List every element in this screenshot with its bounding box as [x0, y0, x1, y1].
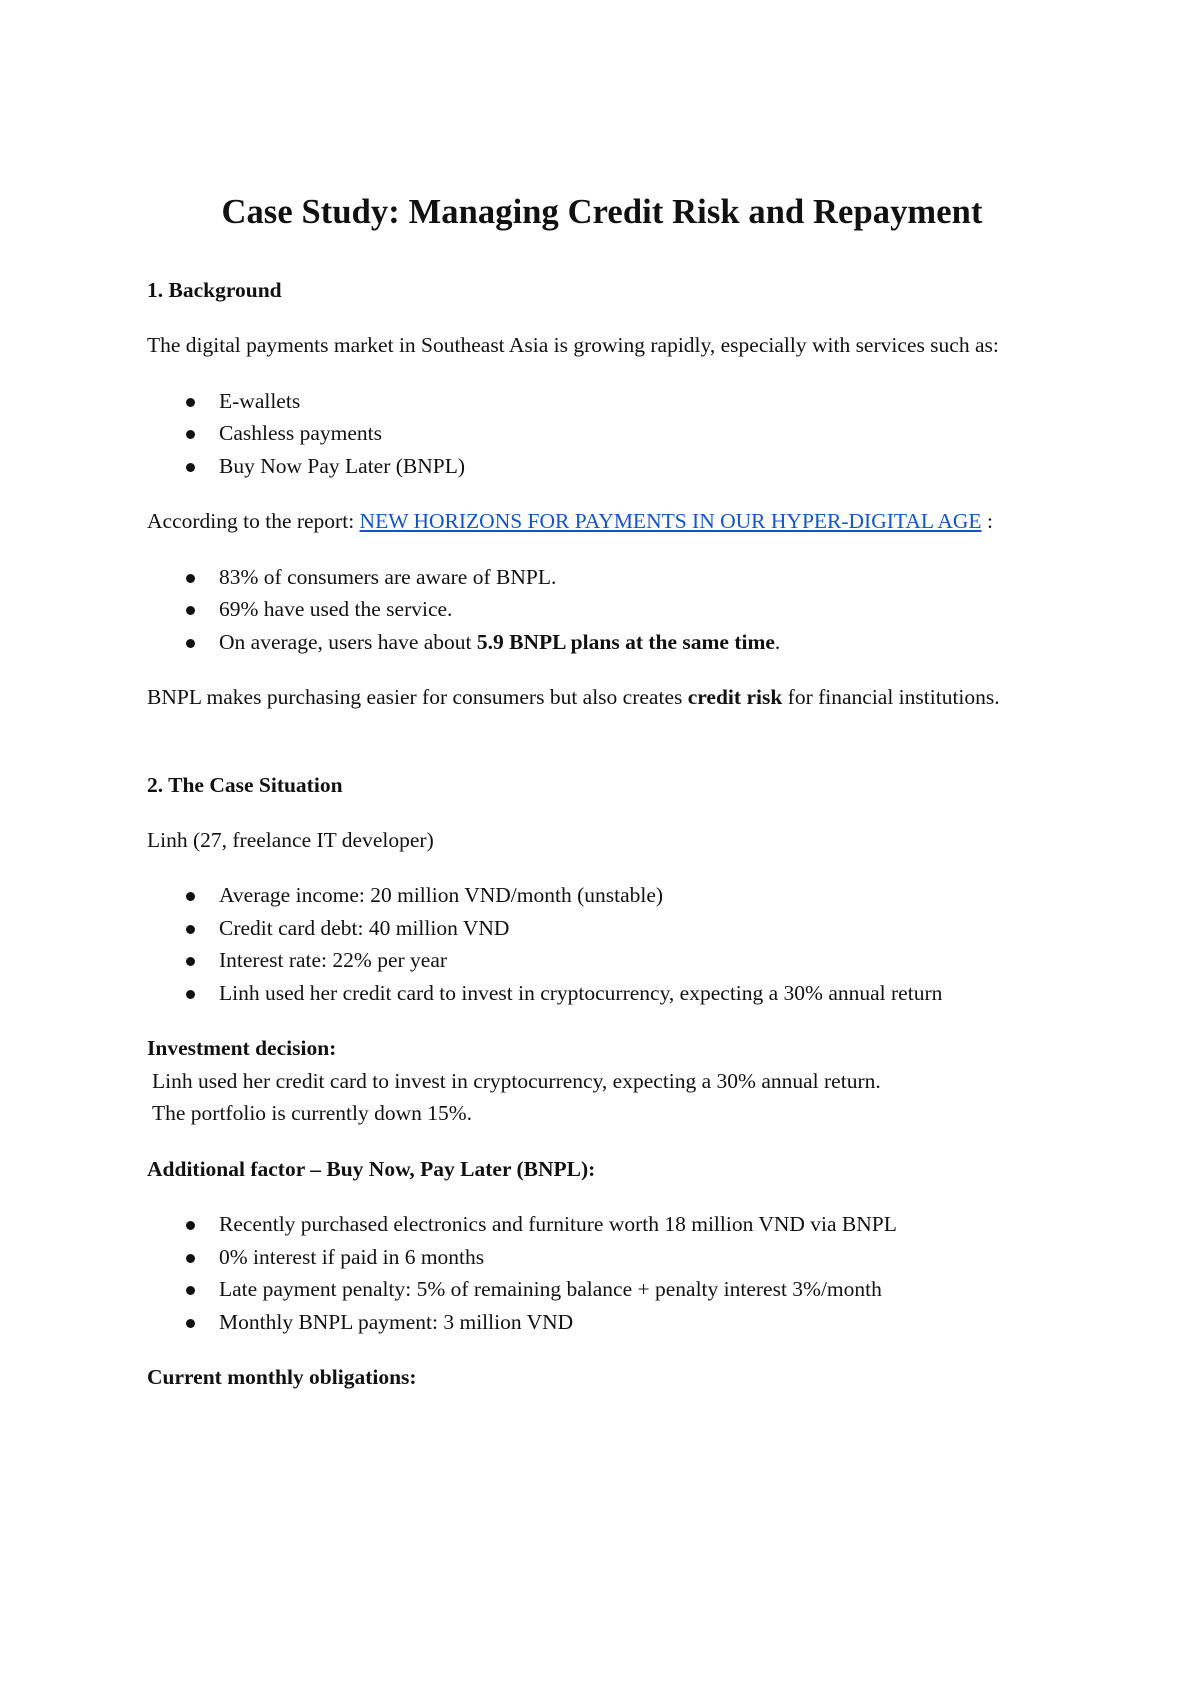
list-item: Recently purchased electronics and furniture worth 18 million VND via BNPL	[147, 1208, 1057, 1241]
list-item: Cashless payments	[147, 417, 1057, 450]
investment-line: The portfolio is currently down 15%.	[152, 1101, 473, 1125]
document-title: Case Study: Managing Credit Risk and Repayment	[221, 193, 983, 231]
stat-3-suffix: .	[774, 629, 781, 654]
list-item: Monthly BNPL payment: 3 million VND	[147, 1306, 1057, 1339]
list-item: E-wallets	[147, 385, 1057, 418]
facts-list	[147, 879, 1057, 1009]
section-heading-case-situation: 2. The Case Situation	[147, 772, 343, 797]
obligations-label: Current monthly obligations:	[147, 1365, 417, 1389]
list-item: 69% have used the service.	[147, 593, 1057, 626]
list-item	[147, 626, 1057, 659]
list-item: Linh used her credit card to invest in cryptocurrency, expecting a 30% annual return	[147, 977, 1057, 1010]
bnpl-label: Additional factor – Buy Now, Pay Later (BNPL):	[147, 1156, 596, 1181]
conclusion-bold: credit risk	[687, 685, 783, 709]
list-item: Credit card debt: 40 million VND	[147, 912, 1057, 945]
services-list	[147, 385, 1057, 483]
list-item: Average income: 20 million VND/month (unstable)	[147, 879, 1057, 912]
list-item: Buy Now Pay Later (BNPL)	[147, 450, 1057, 483]
background-conclusion	[147, 681, 1057, 714]
list-item: 0% interest if paid in 6 months	[147, 1241, 1057, 1274]
stats-list	[147, 561, 1057, 659]
section-heading-background: 1. Background	[147, 278, 282, 302]
stat-3-bold: 5.9 BNPL plans at the same time	[476, 629, 775, 654]
stat-3-prefix: On average, users have about	[219, 629, 477, 654]
investment-label: Investment decision:	[147, 1036, 337, 1060]
report-prefix: According to the report:	[147, 509, 360, 533]
list-item: Late payment penalty: 5% of remaining balance + penalty interest 3%/month	[147, 1273, 1057, 1306]
conclusion-prefix: BNPL makes purchasing easier for consumers but also creates	[147, 685, 688, 709]
investment-line: Linh used her credit card to invest in cryptocurrency, expecting a 30% annual return.	[152, 1068, 881, 1093]
list-item: Interest rate: 22% per year	[147, 944, 1057, 977]
report-link[interactable]: NEW HORIZONS FOR PAYMENTS IN OUR HYPER-DIGITAL AGE	[359, 509, 982, 533]
list-item: 83% of consumers are aware of BNPL.	[147, 561, 1057, 594]
bnpl-list	[147, 1208, 1057, 1338]
background-intro: The digital payments market in Southeast Asia is growing rapidly, especially with services such as:	[147, 333, 999, 357]
document-content	[147, 190, 1057, 1394]
report-reference	[147, 505, 1057, 538]
person-description: Linh (27, freelance IT developer)	[147, 827, 434, 852]
conclusion-suffix: for financial institutions.	[782, 685, 1000, 709]
section-spacer	[147, 737, 1057, 769]
report-suffix: :	[981, 509, 993, 533]
